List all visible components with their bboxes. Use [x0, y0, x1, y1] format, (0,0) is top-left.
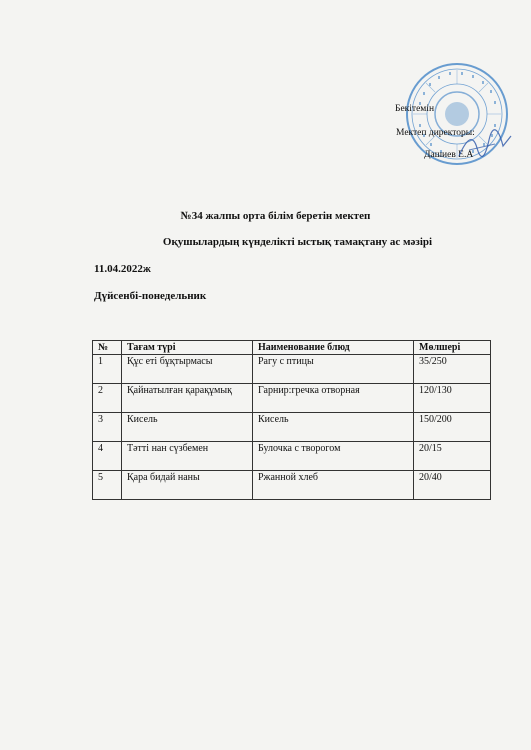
- column-header-dish-kz: Тағам түрі: [122, 341, 253, 355]
- row-number: 4: [93, 442, 122, 471]
- table-row: [93, 384, 491, 413]
- table-row: [93, 355, 491, 384]
- dish-kz: Құс еті бұқтырмасы: [122, 355, 253, 384]
- dish-ru: Кисель: [253, 413, 414, 442]
- row-number: 2: [93, 384, 122, 413]
- table-row: [93, 471, 491, 500]
- row-number: 3: [93, 413, 122, 442]
- table-row: [93, 442, 491, 471]
- portion: 150/200: [414, 413, 491, 442]
- dish-ru: Гарнир:гречка отворная: [253, 384, 414, 413]
- menu-table: [92, 340, 491, 500]
- dish-kz: Қара бидай наны: [122, 471, 253, 500]
- row-number: 1: [93, 355, 122, 384]
- row-number: 5: [93, 471, 122, 500]
- approval-label: Бекітемін: [395, 104, 435, 114]
- portion: 120/130: [414, 384, 491, 413]
- column-header-portion: Мөлшері: [414, 341, 491, 355]
- portion: 20/40: [414, 471, 491, 500]
- dish-ru: Ржанной хлеб: [253, 471, 414, 500]
- director-name: Дашиев Е.А: [424, 150, 474, 160]
- dish-kz: Қайнатылған қарақұмық: [122, 384, 253, 413]
- dish-ru: Рагу с птицы: [253, 355, 414, 384]
- column-header-number: №: [93, 341, 122, 355]
- column-header-dish-ru: Наименование блюд: [253, 341, 414, 355]
- menu-date: 11.04.2022ж: [94, 263, 151, 275]
- portion: 35/250: [414, 355, 491, 384]
- director-title: Мектеп директоры:: [396, 127, 475, 138]
- dish-ru: Булочка с творогом: [253, 442, 414, 471]
- menu-title: Оқушылардың күнделікті ыстық тамақтану ас мәзірі: [162, 236, 433, 248]
- portion: 20/15: [414, 442, 491, 471]
- table-header-row: [93, 341, 491, 355]
- menu-day: Дүйсенбі-понедельник: [94, 290, 207, 302]
- dish-kz: Кисель: [122, 413, 253, 442]
- table-row: [93, 413, 491, 442]
- handwritten-signature: [455, 128, 515, 162]
- dish-kz: Тәтті нан сүзбемен: [122, 442, 253, 471]
- school-name: №34 жалпы орта білім беретін мектеп: [180, 210, 371, 222]
